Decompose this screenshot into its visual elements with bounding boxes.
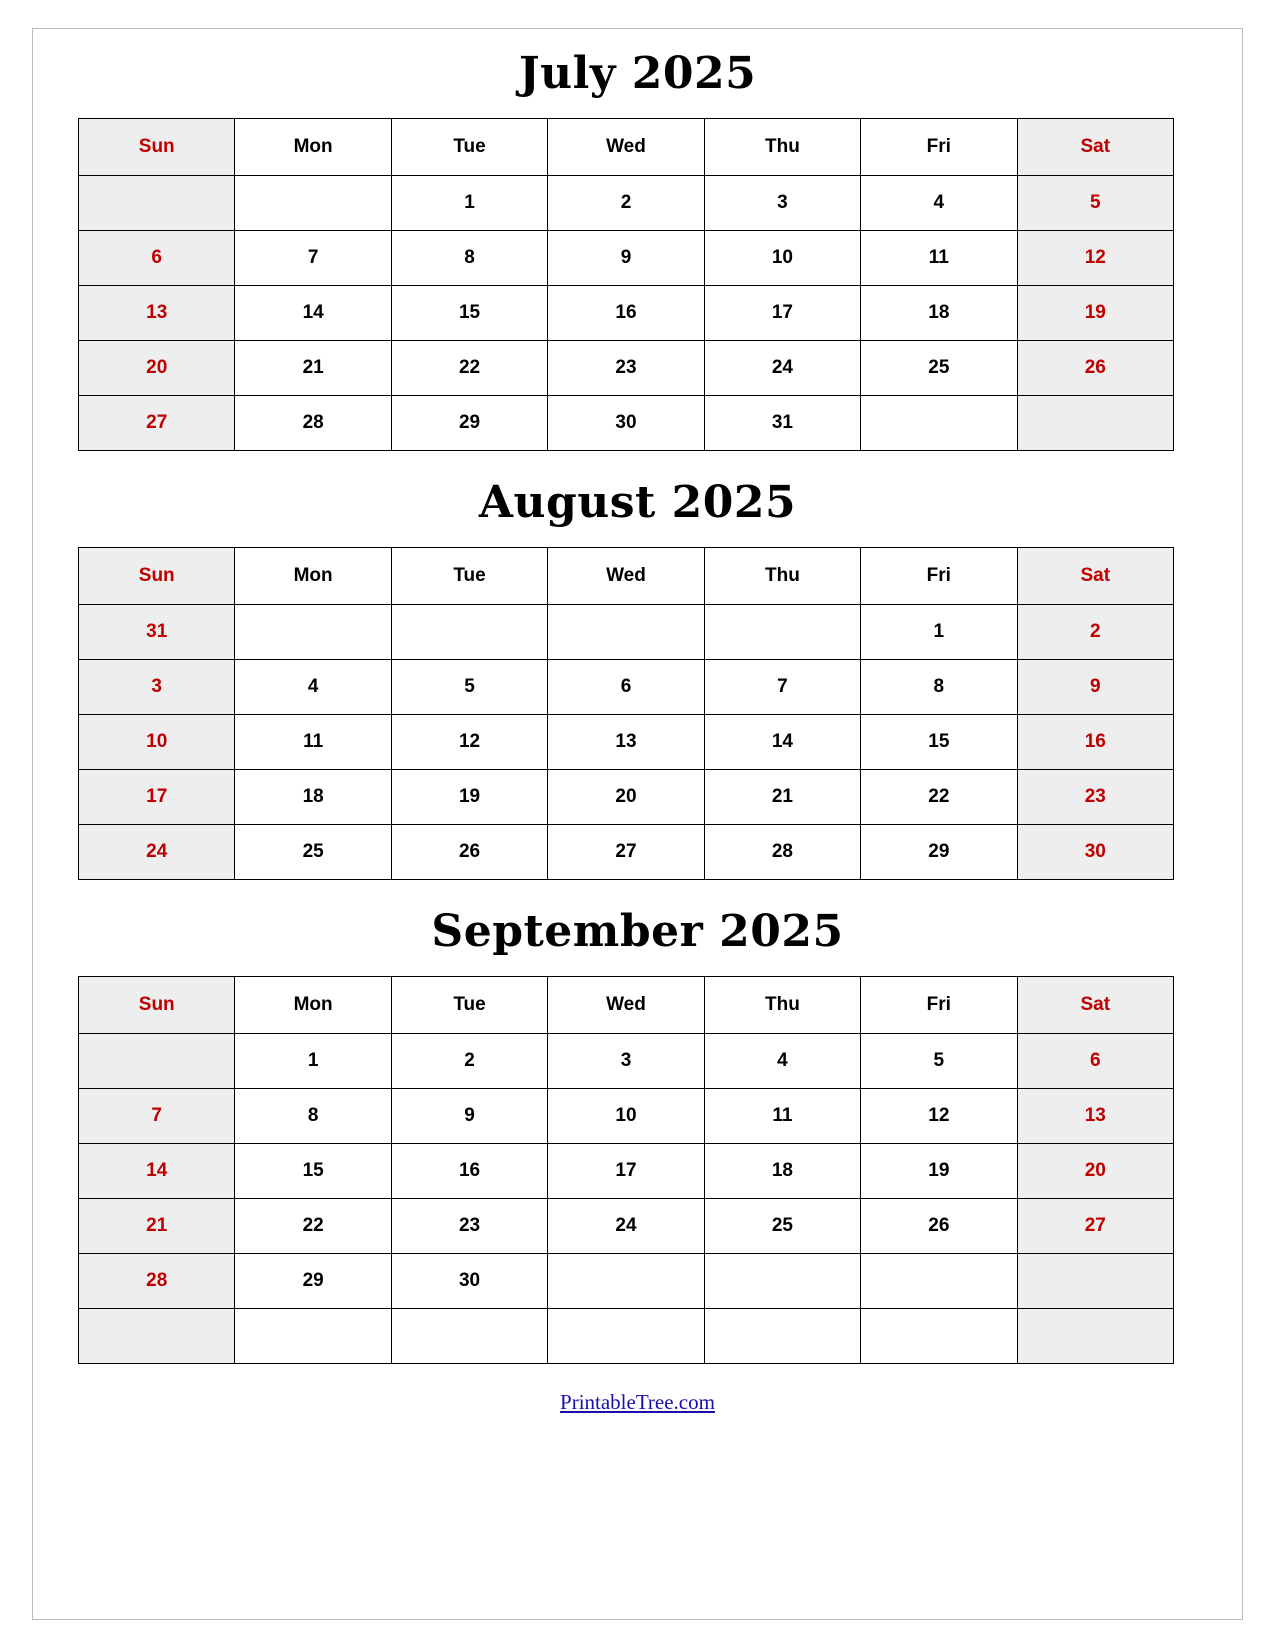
day-cell: 2 (548, 176, 704, 231)
day-cell: 23 (391, 1199, 547, 1254)
day-cell: 7 (79, 1089, 235, 1144)
day-cell: 30 (1017, 825, 1173, 880)
table-row (79, 1089, 1174, 1144)
day-cell: 10 (704, 231, 860, 286)
day-cell (79, 176, 235, 231)
month-title-august: August 2025 (478, 477, 797, 528)
weekday-header-thu: Thu (704, 977, 860, 1034)
weekday-header-mon: Mon (235, 548, 391, 605)
weekday-header-tue: Tue (391, 977, 547, 1034)
weekday-header-fri: Fri (861, 977, 1017, 1034)
day-cell: 6 (1017, 1034, 1173, 1089)
day-cell: 5 (1017, 176, 1173, 231)
day-cell: 15 (391, 286, 547, 341)
day-cell: 12 (1017, 231, 1173, 286)
table-row (79, 341, 1174, 396)
table-row (79, 176, 1174, 231)
day-cell: 11 (704, 1089, 860, 1144)
day-cell: 9 (1017, 660, 1173, 715)
weekday-header-tue: Tue (391, 119, 547, 176)
table-row (79, 715, 1174, 770)
day-cell: 4 (235, 660, 391, 715)
day-cell: 16 (548, 286, 704, 341)
day-cell: 17 (704, 286, 860, 341)
table-row (79, 660, 1174, 715)
day-cell: 30 (391, 1254, 547, 1309)
day-cell (861, 1309, 1017, 1364)
day-cell: 23 (1017, 770, 1173, 825)
day-cell: 7 (235, 231, 391, 286)
day-cell: 1 (861, 605, 1017, 660)
weekday-header-row (79, 977, 1174, 1034)
day-cell: 28 (704, 825, 860, 880)
day-cell: 16 (391, 1144, 547, 1199)
day-cell: 21 (235, 341, 391, 396)
day-cell (235, 605, 391, 660)
weekday-header-row (79, 119, 1174, 176)
month-block-july (78, 30, 1197, 451)
day-cell: 29 (391, 396, 547, 451)
day-cell: 21 (79, 1199, 235, 1254)
weekday-header-sat: Sat (1017, 119, 1173, 176)
day-cell: 3 (548, 1034, 704, 1089)
day-cell: 17 (548, 1144, 704, 1199)
day-cell: 26 (861, 1199, 1017, 1254)
day-cell: 4 (704, 1034, 860, 1089)
day-cell: 15 (861, 715, 1017, 770)
day-cell: 8 (235, 1089, 391, 1144)
month-title-july: July 2025 (518, 48, 757, 99)
weekday-header-sun: Sun (79, 119, 235, 176)
table-row (79, 770, 1174, 825)
day-cell: 18 (704, 1144, 860, 1199)
day-cell: 22 (391, 341, 547, 396)
calendar-table-august (78, 547, 1174, 880)
day-cell (1017, 1254, 1173, 1309)
day-cell: 19 (1017, 286, 1173, 341)
month-block-september (78, 880, 1197, 1364)
day-cell (548, 1309, 704, 1364)
day-cell (1017, 1309, 1173, 1364)
day-cell: 21 (704, 770, 860, 825)
day-cell: 22 (235, 1199, 391, 1254)
day-cell: 3 (704, 176, 860, 231)
day-cell: 14 (235, 286, 391, 341)
day-cell: 20 (79, 341, 235, 396)
day-cell: 4 (861, 176, 1017, 231)
day-cell: 2 (391, 1034, 547, 1089)
weekday-header-wed: Wed (548, 977, 704, 1034)
day-cell: 17 (79, 770, 235, 825)
weekday-header-fri: Fri (861, 119, 1017, 176)
day-cell: 11 (861, 231, 1017, 286)
day-cell: 28 (235, 396, 391, 451)
weekday-header-row (79, 548, 1174, 605)
day-cell: 5 (861, 1034, 1017, 1089)
day-cell: 11 (235, 715, 391, 770)
day-cell: 3 (79, 660, 235, 715)
weekday-header-fri: Fri (861, 548, 1017, 605)
day-cell: 20 (1017, 1144, 1173, 1199)
weekday-header-mon: Mon (235, 977, 391, 1034)
day-cell: 12 (391, 715, 547, 770)
weekday-header-sun: Sun (79, 548, 235, 605)
weekday-header-sat: Sat (1017, 548, 1173, 605)
day-cell: 27 (79, 396, 235, 451)
table-row (79, 396, 1174, 451)
day-cell: 19 (861, 1144, 1017, 1199)
day-cell: 7 (704, 660, 860, 715)
day-cell: 24 (704, 341, 860, 396)
table-row (79, 1309, 1174, 1364)
day-cell (391, 1309, 547, 1364)
day-cell (704, 605, 860, 660)
table-row (79, 1199, 1174, 1254)
day-cell (861, 1254, 1017, 1309)
day-cell (79, 1034, 235, 1089)
day-cell: 14 (79, 1144, 235, 1199)
weekday-header-wed: Wed (548, 119, 704, 176)
day-cell: 23 (548, 341, 704, 396)
day-cell: 15 (235, 1144, 391, 1199)
day-cell: 8 (861, 660, 1017, 715)
day-cell (1017, 396, 1173, 451)
day-cell: 25 (861, 341, 1017, 396)
table-row (79, 231, 1174, 286)
day-cell: 13 (548, 715, 704, 770)
day-cell: 14 (704, 715, 860, 770)
day-cell: 10 (79, 715, 235, 770)
day-cell: 24 (79, 825, 235, 880)
table-row (79, 1254, 1174, 1309)
day-cell: 29 (235, 1254, 391, 1309)
day-cell (235, 176, 391, 231)
day-cell: 10 (548, 1089, 704, 1144)
day-cell: 22 (861, 770, 1017, 825)
calendar-table-september (78, 976, 1174, 1364)
day-cell: 31 (79, 605, 235, 660)
weekday-header-thu: Thu (704, 548, 860, 605)
day-cell: 13 (79, 286, 235, 341)
day-cell: 20 (548, 770, 704, 825)
calendar-content (36, 30, 1239, 1425)
day-cell: 1 (391, 176, 547, 231)
day-cell: 29 (861, 825, 1017, 880)
day-cell: 26 (1017, 341, 1173, 396)
month-block-august (78, 451, 1197, 880)
day-cell: 24 (548, 1199, 704, 1254)
day-cell: 6 (548, 660, 704, 715)
weekday-header-thu: Thu (704, 119, 860, 176)
day-cell: 2 (1017, 605, 1173, 660)
weekday-header-mon: Mon (235, 119, 391, 176)
day-cell (235, 1309, 391, 1364)
weekday-header-sat: Sat (1017, 977, 1173, 1034)
day-cell: 6 (79, 231, 235, 286)
table-row (79, 605, 1174, 660)
table-row (79, 286, 1174, 341)
day-cell: 18 (861, 286, 1017, 341)
day-cell: 28 (79, 1254, 235, 1309)
day-cell (704, 1309, 860, 1364)
calendar-table-july (78, 118, 1174, 451)
day-cell: 27 (1017, 1199, 1173, 1254)
weekday-header-sun: Sun (79, 977, 235, 1034)
day-cell (548, 1254, 704, 1309)
day-cell: 8 (391, 231, 547, 286)
day-cell: 25 (704, 1199, 860, 1254)
day-cell: 16 (1017, 715, 1173, 770)
day-cell (861, 396, 1017, 451)
day-cell: 5 (391, 660, 547, 715)
table-row (79, 825, 1174, 880)
month-title-september: September 2025 (431, 906, 844, 957)
footer (78, 1390, 1197, 1425)
day-cell (704, 1254, 860, 1309)
day-cell: 9 (391, 1089, 547, 1144)
day-cell (391, 605, 547, 660)
weekday-header-tue: Tue (391, 548, 547, 605)
day-cell: 1 (235, 1034, 391, 1089)
weekday-header-wed: Wed (548, 548, 704, 605)
day-cell (79, 1309, 235, 1364)
day-cell: 19 (391, 770, 547, 825)
day-cell: 30 (548, 396, 704, 451)
day-cell: 26 (391, 825, 547, 880)
printabletree-link[interactable]: PrintableTree.com (560, 1390, 715, 1414)
day-cell: 9 (548, 231, 704, 286)
table-row (79, 1034, 1174, 1089)
day-cell: 31 (704, 396, 860, 451)
day-cell: 25 (235, 825, 391, 880)
day-cell (548, 605, 704, 660)
day-cell: 12 (861, 1089, 1017, 1144)
day-cell: 18 (235, 770, 391, 825)
day-cell: 27 (548, 825, 704, 880)
table-row (79, 1144, 1174, 1199)
day-cell: 13 (1017, 1089, 1173, 1144)
